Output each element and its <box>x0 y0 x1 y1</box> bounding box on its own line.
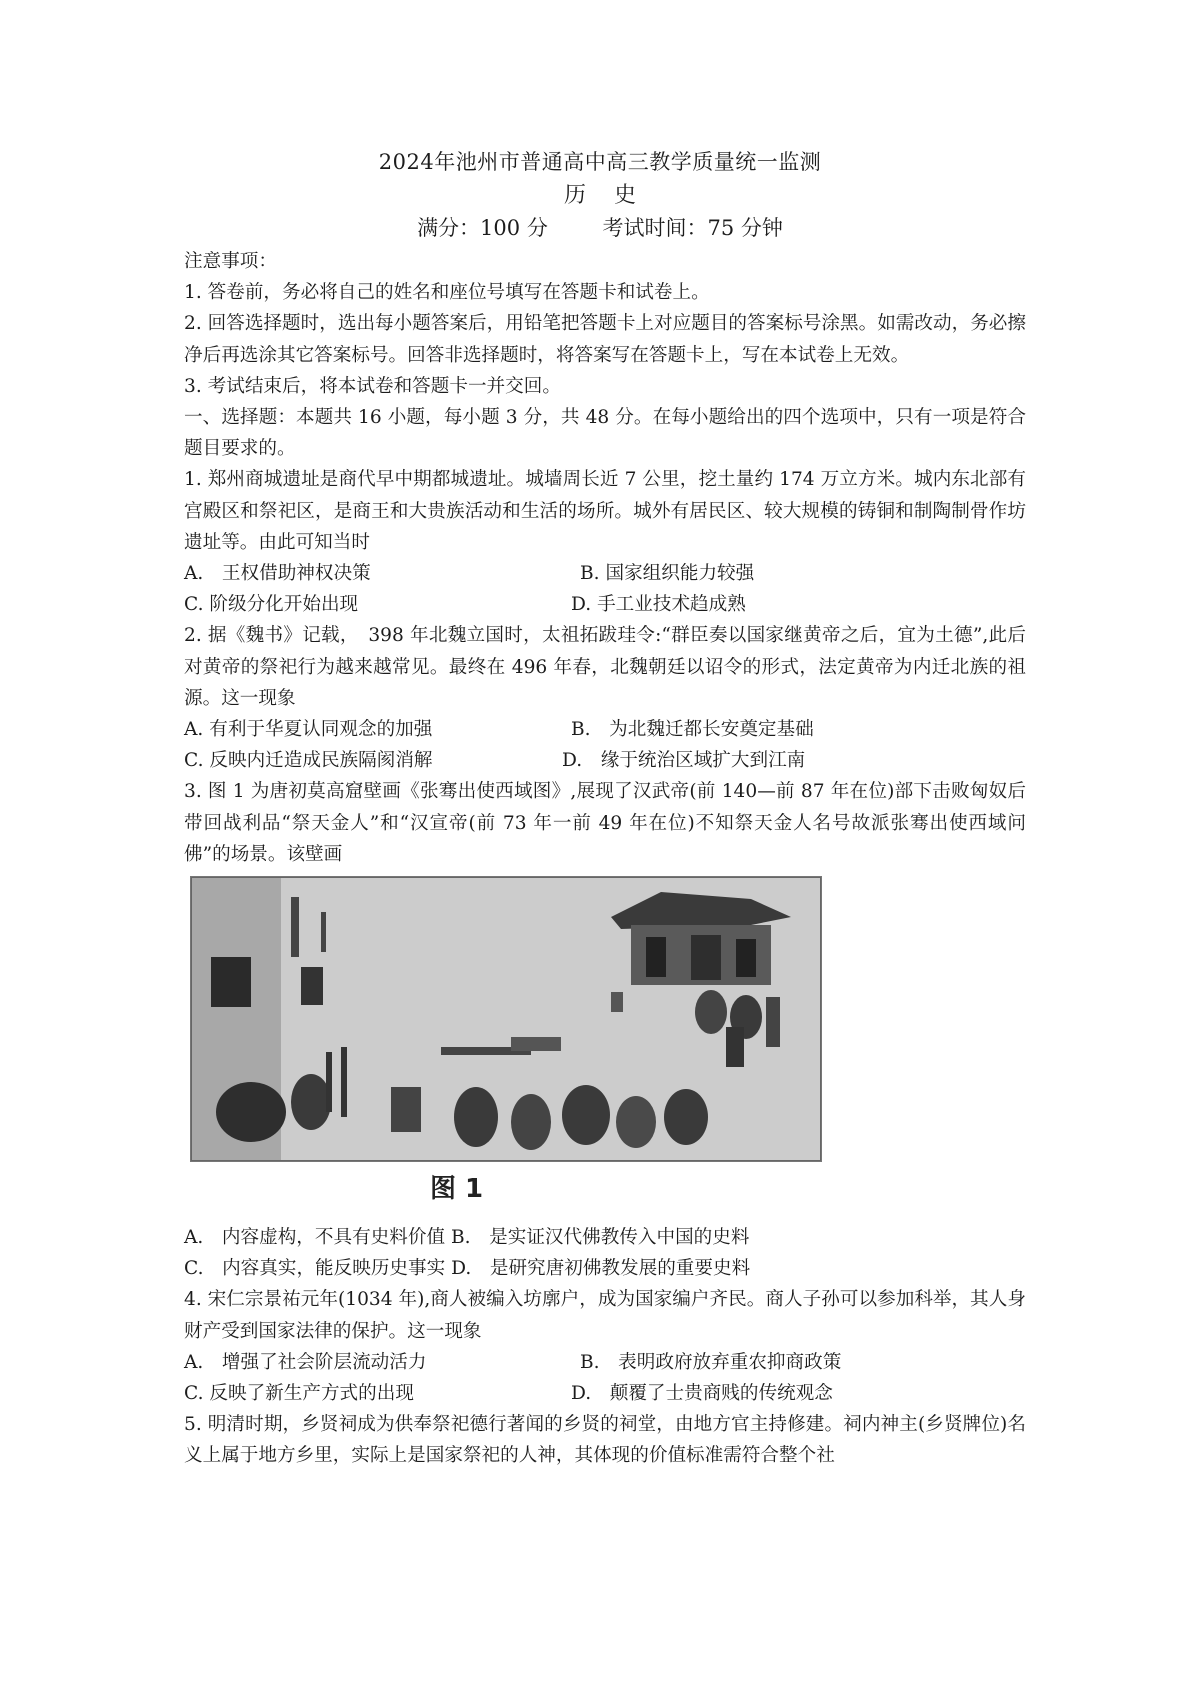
subject-char-1: 历 <box>563 183 586 208</box>
option-d: D. 缘于统治区域扩大到江南 <box>562 750 806 772</box>
option-row <box>184 1378 1026 1409</box>
full-score: 满分：100 分 <box>417 216 548 240</box>
option-row <box>184 745 1026 776</box>
option-c: C. 阶级分化开始出现 <box>184 594 359 616</box>
question-stem: 3. 图 1 为唐初莫高窟壁画《张骞出使西域图》,展现了汉武帝(前 140—前 87 年在位)部下击败匈奴后带回战利品“祭天金人”和“汉宣帝(前 73 年一前 49 年在位)不知祭天金人名号故派张骞出使西域问佛”的场景。该壁画 <box>184 781 1026 865</box>
option-row <box>184 558 1026 589</box>
option-row <box>184 589 1026 620</box>
option-cd: C. 内容真实，能反映历史事实 D. 是研究唐初佛教发展的重要史料 <box>184 1258 751 1280</box>
option-a: A. 增强了社会阶层流动活力 <box>184 1351 427 1373</box>
exam-meta <box>0 212 1200 242</box>
option-row <box>184 1253 1026 1284</box>
option-c: C. 反映了新生产方式的出现 <box>184 1382 414 1404</box>
exam-body <box>184 246 1026 1472</box>
notice-item: 3. 考试结束后，将本试卷和答题卡一并交回。 <box>184 375 561 397</box>
option-row <box>184 1347 1026 1378</box>
section-heading: 一、选择题：本题共 16 小题，每小题 3 分，共 48 分。在每小题给出的四个选项中，只有一项是符合题目要求的。 <box>184 407 1026 460</box>
notice-item: 1. 答卷前，务必将自己的姓名和座位号填写在答题卡和试卷上。 <box>184 282 710 304</box>
question-stem: 2. 据《魏书》记载， 398 年北魏立国时，太祖拓跋珪令:“群臣奏以国家继黄帝之后，宜为土德”,此后对黄帝的祭祀行为越来越常见。最终在 496 年春，北魏朝廷以诏令的形式，法定黄帝为内迁北族的祖源。这一现象 <box>184 625 1026 709</box>
question-stem: 5. 明清时期，乡贤祠成为供奉祭祀德行著闻的乡贤的祠堂，由地方官主持修建。祠内神主(乡贤牌位)名义上属于地方乡里，实际上是国家祭祀的人神，其体现的价值标准需符合整个社 <box>184 1414 1026 1467</box>
notice-item: 2. 回答选择题时，选出每小题答案后，用铅笔把答题卡上对应题目的答案标号涂黑。如需改动，务必擦净后再选涂其它答案标号。回答非选择题时，将答案写在答题卡上，写在本试卷上无效。 <box>184 313 1026 366</box>
option-a: A. 有利于华夏认同观念的加强 <box>184 719 433 741</box>
exam-time: 考试时间：75 分钟 <box>602 216 783 240</box>
figure-1 <box>190 876 820 1216</box>
question-stem: 4. 宋仁宗景祐元年(1034 年),商人被编入坊廓户，成为国家编户齐民。商人子孙可以参加科举，其人身财产受到国家法律的保护。这一现象 <box>184 1289 1026 1342</box>
figure-caption: 图 1 <box>430 1174 484 1204</box>
notice-heading: 注意事项： <box>184 251 277 272</box>
subject-char-2: 史 <box>614 183 637 208</box>
option-row <box>184 1222 1026 1253</box>
exam-title: 2024年池州市普通高中高三教学质量统一监测 <box>378 150 822 174</box>
option-a: A. 王权借助神权决策 <box>184 563 371 585</box>
option-d: D. 手工业技术趋成熟 <box>571 594 746 616</box>
option-d: D. 颠覆了士贵商贱的传统观念 <box>571 1382 833 1404</box>
option-row <box>184 714 1026 745</box>
subject-title <box>0 178 1200 209</box>
option-b: B. 国家组织能力较强 <box>580 563 755 585</box>
question-stem: 1. 郑州商城遗址是商代早中期都城遗址。城墙周长近 7 公里，挖土量约 174 万立方米。城内东北部有宫殿区和祭祀区，是商王和大贵族活动和生活的场所。城外有居民区、较大规模的铸铜和制陶制骨作坊遗址等。由此可知当时 <box>184 469 1026 553</box>
option-b: B. 为北魏迁都长安奠定基础 <box>571 719 814 741</box>
mural-image <box>190 876 822 1162</box>
option-b: B. 表明政府放弃重农抑商政策 <box>580 1351 842 1373</box>
mural-illustration <box>191 877 821 1161</box>
option-ab: A. 内容虚构，不具有史料价值 B. 是实证汉代佛教传入中国的史料 <box>184 1227 750 1248</box>
option-c: C. 反映内迁造成民族隔阂消解 <box>184 750 433 772</box>
